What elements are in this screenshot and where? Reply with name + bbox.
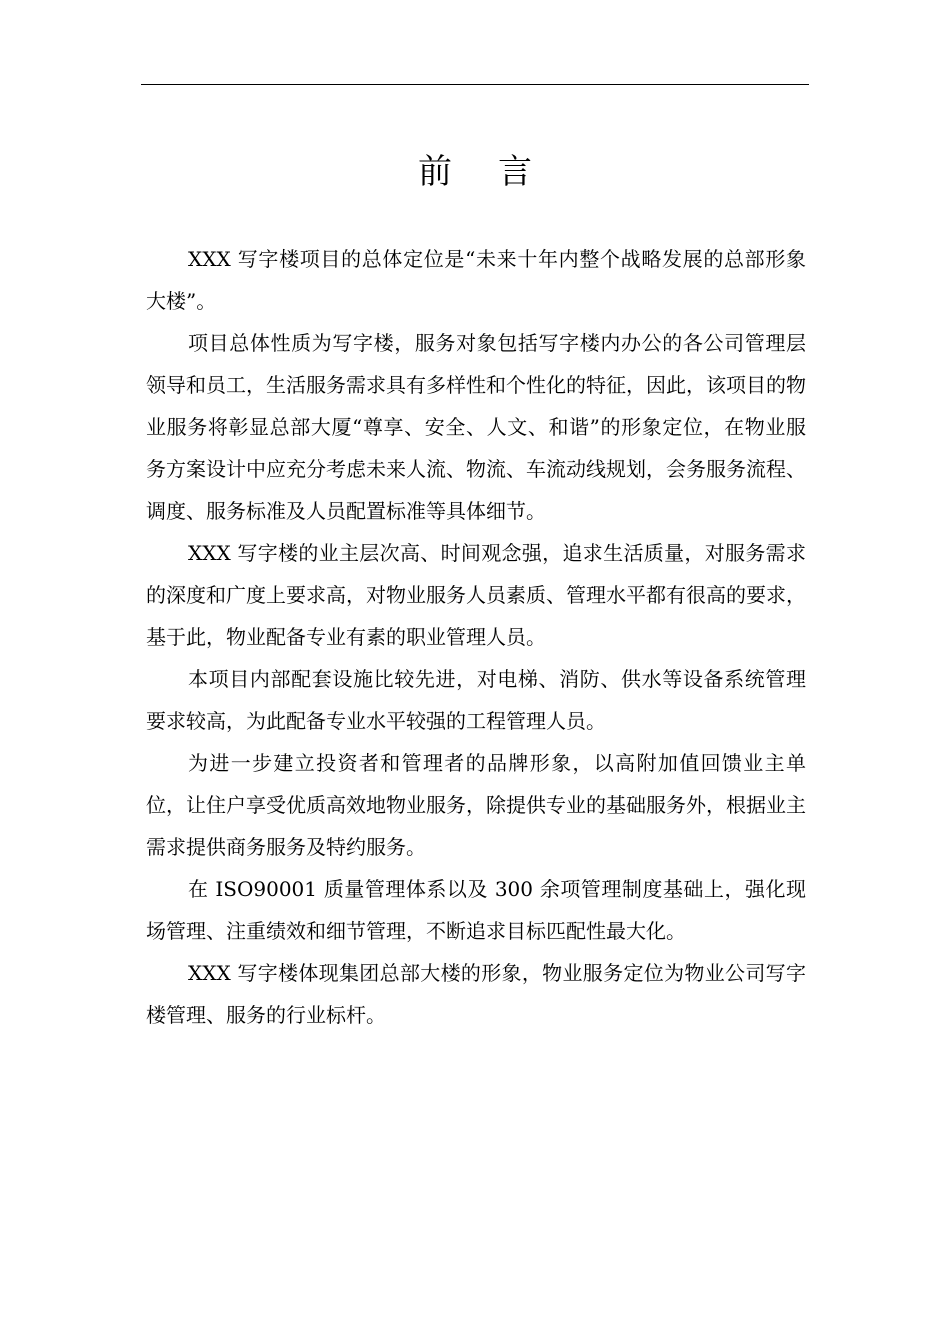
paragraph: 在 ISO90001 质量管理体系以及 300 余项管理制度基础上，强化现场管理、注重绩效和细节管理，不断追求目标匹配性最大化。 [146, 877, 806, 943]
paragraph: 为进一步建立投资者和管理者的品牌形象，以高附加值回馈业主单位，让住户享受优质高效地物业服务，除提供专业的基础服务外，根据业主需求提供商务服务及特约服务。 [146, 751, 806, 859]
document-body [146, 238, 806, 1036]
paragraph: 项目总体性质为写字楼，服务对象包括写字楼内办公的各公司管理层领导和员工，生活服务需求具有多样性和个性化的特征，因此，该项目的物业服务将彰显总部大厦“尊享、安全、人文、和谐”的形象定位，在物业服务方案设计中应充分考虑未来人流、物流、车流动线规划，会务服务流程、调度、服务标准及人员配置标准等具体细节。 [146, 331, 806, 523]
paragraph: XXX 写字楼体现集团总部大楼的形象，物业服务定位为物业公司写字楼管理、服务的行业标杆。 [146, 961, 806, 1027]
header-rule [141, 84, 809, 85]
paragraph: XXX 写字楼的业主层次高、时间观念强，追求生活质量，对服务需求的深度和广度上要求高，对物业服务人员素质、管理水平都有很高的要求，基于此，物业配备专业有素的职业管理人员。 [146, 541, 806, 649]
paragraph: 本项目内部配套设施比较先进，对电梯、消防、供水等设备系统管理要求较高，为此配备专业水平较强的工程管理人员。 [146, 667, 806, 733]
paragraph: XXX 写字楼项目的总体定位是“未来十年内整个战略发展的总部形象大楼”。 [146, 247, 806, 313]
document-title: 前言 [418, 152, 578, 192]
